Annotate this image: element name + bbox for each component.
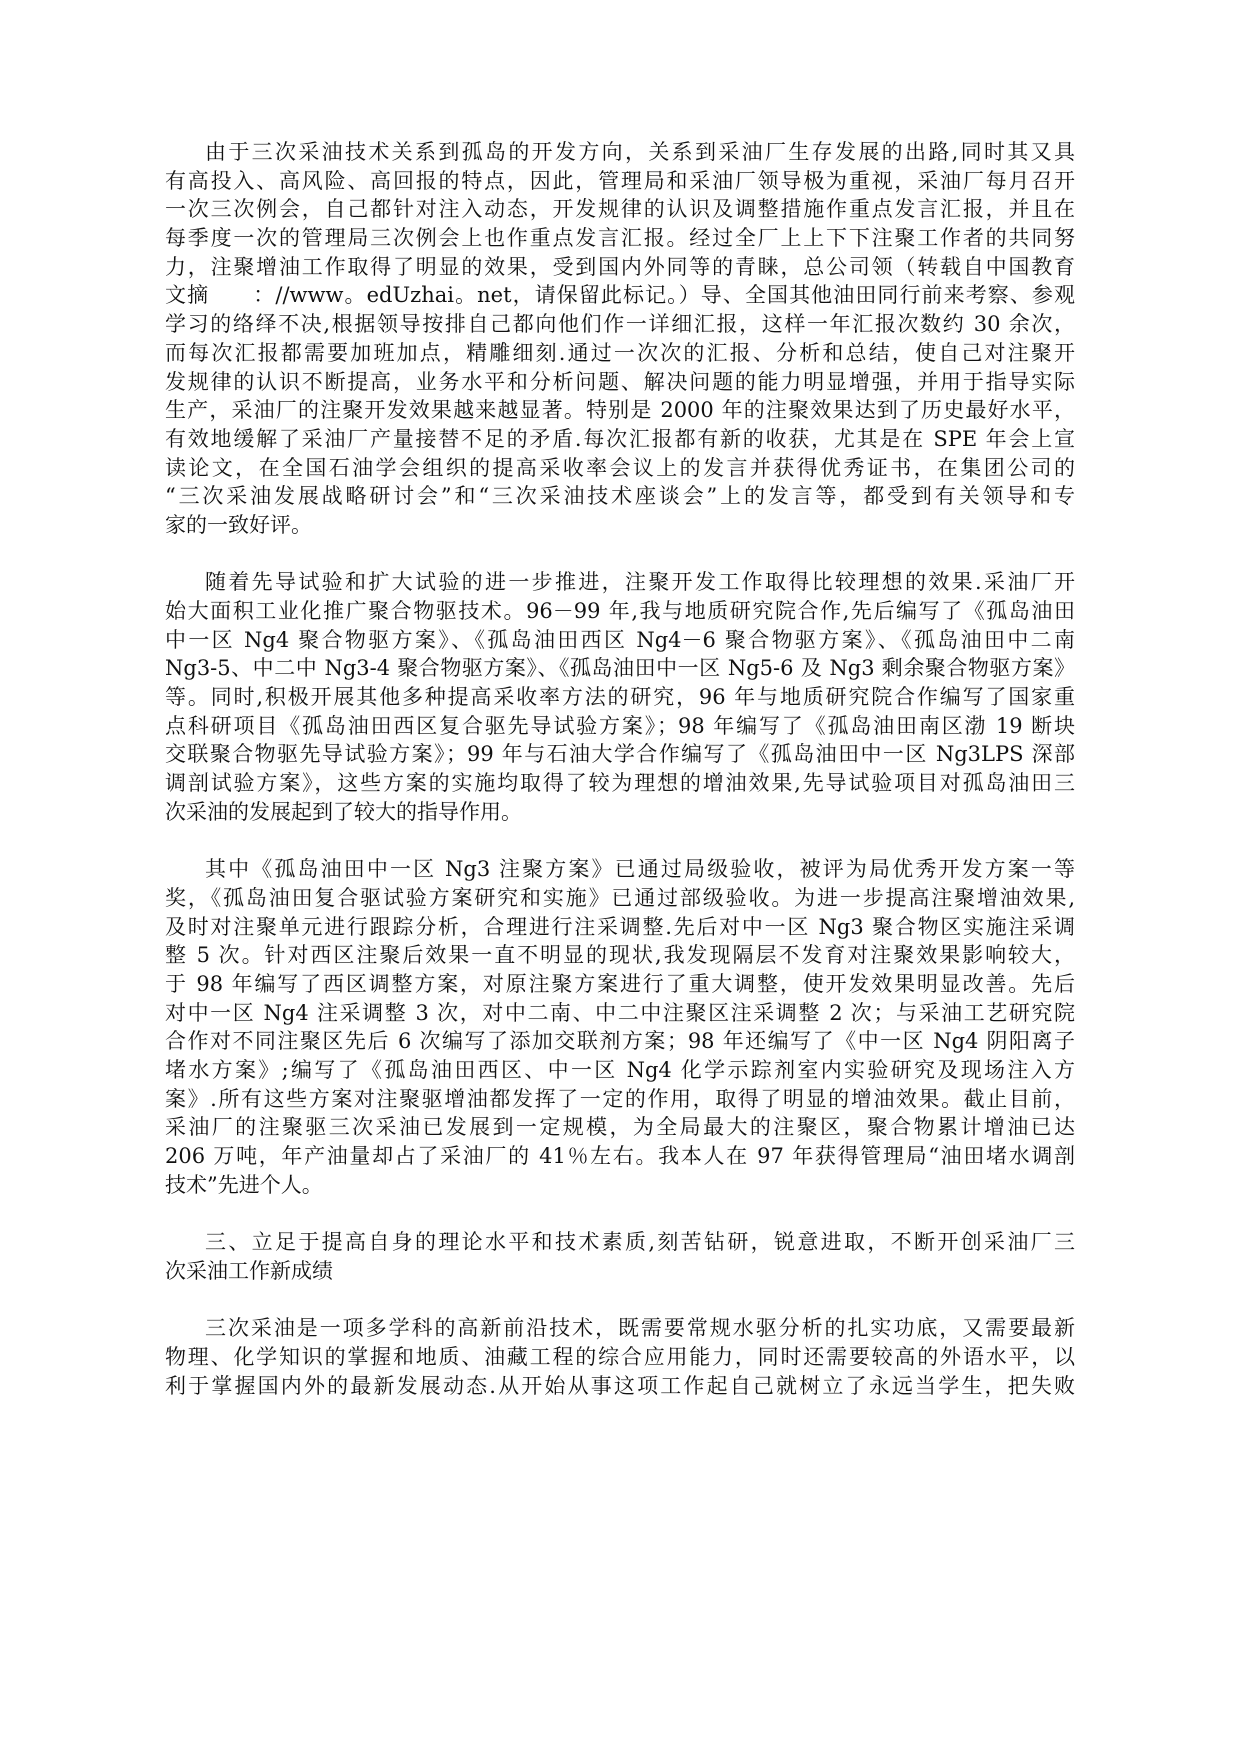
document-body bbox=[165, 138, 1075, 1429]
text-line: 三、立足于提高自身的理论水平和技术素质,刻苦钻研，锐意进取，不断开创采油厂三 bbox=[205, 1230, 1075, 1255]
text-line: 技术”先进个人。 bbox=[165, 1172, 323, 1197]
text-line: 次采油工作新成绩 bbox=[165, 1258, 333, 1283]
text-line: 堵水方案》;编写了《孤岛油田西区、中一区 Ng4 化学示踪剂室内实验研究及现场注入方 bbox=[165, 1058, 1075, 1082]
text-line: 随着先导试验和扩大试验的进一步推进，注聚开发工作取得比较理想的效果.采油厂开 bbox=[205, 570, 1076, 595]
text-line: 始大面积工业化推广聚合物驱技术。96－99 年,我与地质研究院合作,先后编写了《孤岛油田 bbox=[165, 599, 1075, 623]
text-line: 于 98 年编写了西区调整方案，对原注聚方案进行了重大调整，使开发效果明显改善。先后 bbox=[165, 971, 1075, 996]
text-line: 力，注聚增油工作取得了明显的效果，受到国内外同等的青睐，总公司领（转载自中国教育 bbox=[165, 254, 1075, 279]
text-line: 有效地缓解了采油厂产量接替不足的矛盾.每次汇报都有新的收获，尤其是在 SPE 年会上宣 bbox=[165, 426, 1075, 451]
text-line: 学习的络绎不决,根据领导按排自己都向他们作一详细汇报，这样一年汇报次数约 30 余次， bbox=[165, 312, 1075, 337]
text-line: 一次三次例会，自己都针对注入动态，开发规律的认识及调整措施作重点发言汇报，并且在 bbox=[165, 197, 1075, 222]
text-line: 及时对注聚单元进行跟踪分析，合理进行注采调整.先后对中一区 Ng3 聚合物区实施注采调 bbox=[165, 914, 1075, 939]
text-line: 调剖试验方案》，这些方案的实施均取得了较为理想的增油效果,先导试验项目对孤岛油田三 bbox=[165, 771, 1075, 796]
text-line: 中一区 Ng4 聚合物驱方案》、《孤岛油田西区 Ng4－6 聚合物驱方案》、《孤岛油田中二南 bbox=[165, 627, 1075, 652]
text-line: 利于掌握国内外的最新发展动态.从开始从事这项工作起自己就树立了永远当学生，把失败 bbox=[165, 1373, 1075, 1398]
text-line: 次采油的发展起到了较大的指导作用。 bbox=[165, 799, 522, 824]
text-line: “三次采油发展战略研讨会”和“三次采油技术座谈会”上的发言等，都受到有关领导和专 bbox=[165, 484, 1075, 509]
text-line: 发规律的认识不断提高，业务水平和分析问题、解决问题的能力明显增强，并用于指导实际 bbox=[165, 369, 1075, 394]
text-line: 读论文，在全国石油学会组织的提高采收率会议上的发言并获得优秀证书，在集团公司的 bbox=[165, 455, 1075, 480]
text-line: 三次采油是一项多学科的高新前沿技术，既需要常规水驱分析的扎实功底，又需要最新 bbox=[205, 1316, 1075, 1341]
text-line: 有高投入、高风险、高回报的特点，因此，管理局和采油厂领导极为重视，采油厂每月召开 bbox=[165, 168, 1075, 193]
paragraph bbox=[165, 138, 1075, 540]
text-line: 合作对不同注聚区先后 6 次编写了添加交联剂方案；98 年还编写了《中一区 Ng4 阴阳离子 bbox=[165, 1029, 1075, 1054]
text-line: 奖，《孤岛油田复合驱试验方案研究和实施》已通过部级验收。为进一步提高注聚增油效果, bbox=[165, 885, 1075, 910]
text-line: 整 5 次。针对西区注聚后效果一直不明显的现状,我发现隔层不发育对注聚效果影响较大， bbox=[165, 943, 1075, 968]
text-line: 生产，采油厂的注聚开发效果越来越显著。特别是 2000 年的注聚效果达到了历史最好水平， bbox=[165, 398, 1075, 423]
text-line: 家的一致好评。 bbox=[165, 512, 312, 537]
text-line: 对中一区 Ng4 注采调整 3 次，对中二南、中二中注聚区注采调整 2 次；与采油工艺研究院 bbox=[165, 1000, 1075, 1025]
text-line: 由于三次采油技术关系到孤岛的开发方向，关系到采油厂生存发展的出路,同时其又具 bbox=[205, 140, 1075, 164]
paragraph bbox=[165, 1314, 1075, 1400]
paragraph bbox=[165, 568, 1075, 826]
text-line: 每季度一次的管理局三次例会上也作重点发言汇报。经过全厂上上下下注聚工作者的共同努 bbox=[165, 226, 1075, 251]
paragraph bbox=[165, 855, 1075, 1199]
text-line: 206 万吨，年产油量却占了采油厂的 41％左右。我本人在 97 年获得管理局“油田堵水调剖 bbox=[165, 1144, 1075, 1169]
text-line: Ng3-5、中二中 Ng3-4 聚合物驱方案》、《孤岛油田中一区 Ng5-6 及 Ng3 剩余聚合物驱方案》 bbox=[165, 656, 1075, 681]
text-line: 等。同时,积极开展其他多种提高采收率方法的研究，96 年与地质研究院合作编写了国家重 bbox=[165, 685, 1075, 710]
text-line: 其中《孤岛油田中一区 Ng3 注聚方案》已通过局级验收，被评为局优秀开发方案一等 bbox=[205, 857, 1075, 882]
text-line: 交联聚合物驱先导试验方案》；99 年与石油大学合作编写了《孤岛油田中一区 Ng3LPS 深部 bbox=[165, 742, 1075, 767]
text-line: 采油厂的注聚驱三次采油已发展到一定规模，为全局最大的注聚区，聚合物累计增油已达 bbox=[165, 1115, 1075, 1140]
text-line: 点科研项目《孤岛油田西区复合驱先导试验方案》；98 年编写了《孤岛油田南区渤 19 断块 bbox=[165, 713, 1075, 738]
text-line: 物理、化学知识的掌握和地质、油藏工程的综合应用能力，同时还需要较高的外语水平，以 bbox=[165, 1344, 1075, 1369]
text-line: 而每次汇报都需要加班加点，精雕细刻.通过一次次的汇报、分析和总结，使自己对注聚开 bbox=[165, 340, 1075, 365]
text-line: 文摘 ：//www。edUzhai。net，请保留此标记。）导、全国其他油田同行前来考察、参观 bbox=[165, 283, 1075, 308]
text-line: 案》.所有这些方案对注聚驱增油都发挥了一定的作用，取得了明显的增油效果。截止目前， bbox=[165, 1086, 1075, 1111]
paragraph bbox=[165, 1228, 1075, 1285]
